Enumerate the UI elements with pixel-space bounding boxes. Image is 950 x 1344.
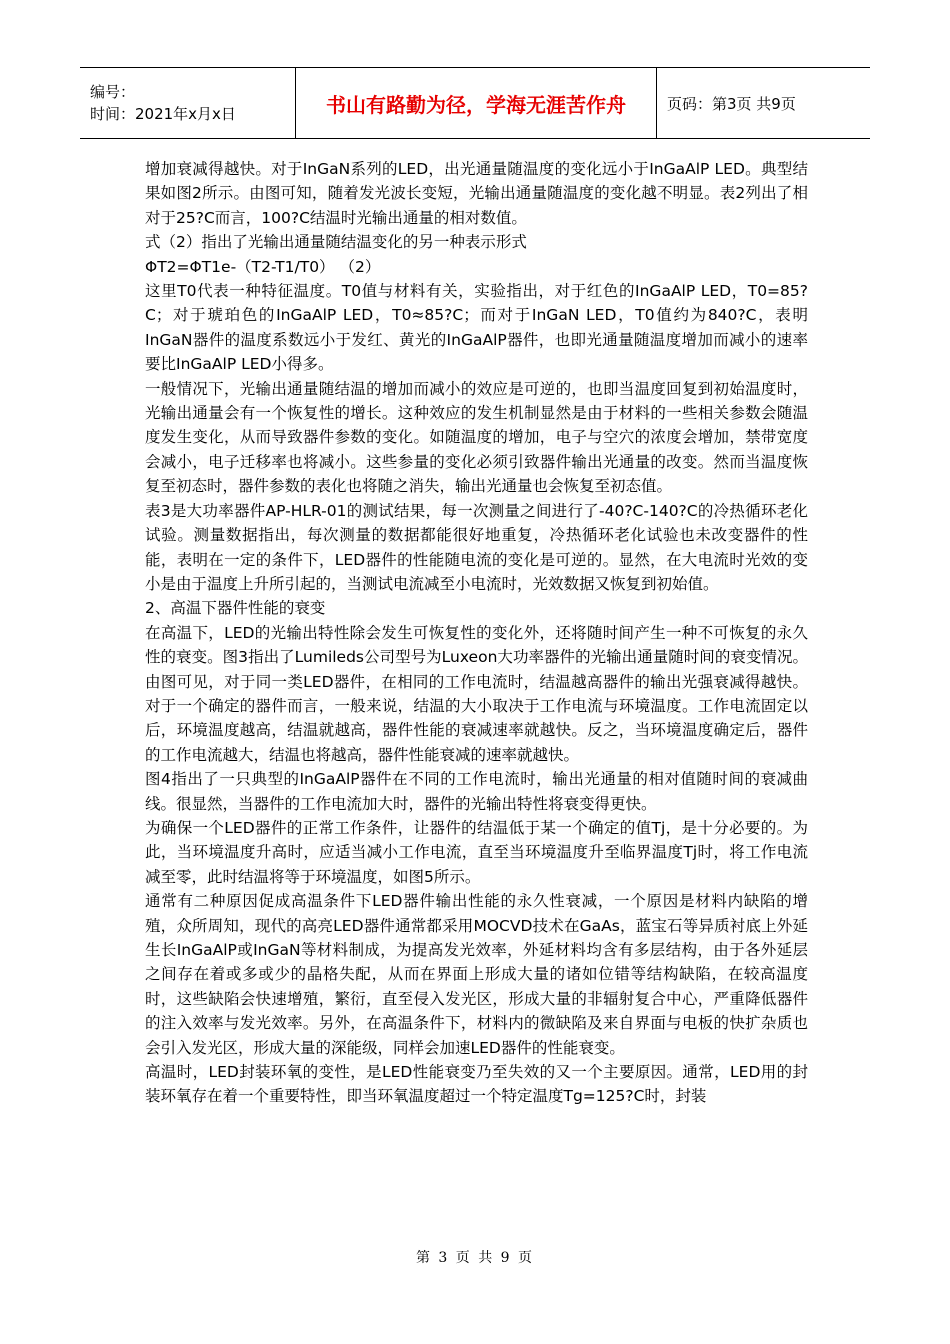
formula: ΦT2=ΦT1e-（T2-T1/T0） （2） — [145, 257, 381, 276]
paragraph: 增加衰减得越快。对于InGaN系列的LED，出光通量随温度的变化远小于InGaAlP LED。典型结果如图2所示。由图可知，随着发光波长变短，光输出通量随温度的变化越不明显。表2列出了相对于25?C而言，100?C结温时光输出通量的相对数值。 — [145, 160, 808, 227]
paragraph: 表3是大功率器件AP-HLR-01的测试结果，每一次测量之间进行了-40?C-140?C的冷热循环老化试验。测量数据指出，每次测量的数据都能很好地重复，冷热循环老化试验也未改变器件的性能，表明在一定的条件下，LED器件的性能随电流的变化是可逆的。显然，在大电流时光效的变小是由于温度上升所引起的，当测试电流减至小电流时，光效数据又恢复到初始值。 — [145, 501, 808, 593]
paragraph: 这里T0代表一种特征温度。T0值与材料有关，实验指出，对于红色的InGaAlP LED，T0=85?C；对于琥珀色的InGaAlP LED，T0≈85?C；而对于InGaN LED，T0值约为840?C，表明InGaN器件的温度系数远小于发红、黄光的InGaAlP器件，也即光通量随温度增加而减小的速率要比InGaAlP LED小得多。 — [145, 282, 808, 374]
header-motto — [296, 68, 657, 138]
page-footer: 第 3 页 共 9 页 — [415, 1250, 535, 1266]
paragraph: 通常有二种原因促成高温条件下LED器件输出性能的永久性衰减，一个原因是材料内缺陷的增殖，众所周知，现代的高亮LED器件通常都采用MOCVD技术在GaAs，蓝宝石等异质衬底上外延生长InGaAlP或InGaN等材料制成，为提高发光效率，外延材料均含有多层结构，由于各外延层之间存在着或多或少的晶格失配，从而在界面上形成大量的诸如位错等结构缺陷，在较高温度时，这些缺陷会快速增殖，繁衍，直至侵入发光区，形成大量的非辐射复合中心，严重降低器件的注入效率与发光效率。另外，在高温条件下，材料内的微缺陷及来自界面与电板的快扩杂质也会引入发光区，形成大量的深能级，同样会加速LED器件的性能衰变。 — [145, 892, 808, 1057]
document-body — [145, 157, 808, 1109]
paragraph: 图4指出了一只典型的InGaAlP器件在不同的工作电流时，输出光通量的相对值随时间的衰减曲线。很显然，当器件的工作电流加大时，器件的光输出特性将衰变得更快。 — [145, 770, 808, 813]
section-heading: 2、高温下器件性能的衰变 — [145, 599, 326, 618]
page-header — [80, 67, 870, 139]
paragraph: 一般情况下，光输出通量随结温的增加而减小的效应是可逆的，也即当温度回复到初始温度时，光输出通量会有一个恢复性的增长。这种效应的发生机制显然是由于材料的一些相关参数会随温度发生变化，从而导致器件参数的变化。如随温度的增加，电子与空穴的浓度会增加，禁带宽度会减小，电子迁移率也将减小。这些参量的变化必须引致器件输出光通量的改变。然而当温度恢复至初态时，器件参数的表化也将随之消失，输出光通量也会恢复至初态值。 — [145, 379, 808, 496]
motto-text: 书山有路勤为径，学海无涯苦作舟 — [326, 92, 626, 117]
header-page — [657, 68, 870, 138]
paragraph: 式（2）指出了光输出通量随结温变化的另一种表示形式 — [145, 233, 527, 252]
time-label: 时间：2021年x月x日 — [90, 105, 236, 123]
paragraph: 在高温下，LED的光输出特性除会发生可恢复性的变化外，还将随时间产生一种不可恢复的永久性的衰变。图3指出了Lumileds公司型号为Luxeon大功率器件的光输出通量随时间的衰变情况。由图可见，对于同一类LED器件，在相同的工作电流时，结温越高器件的输出光强衰减得越快。对于一个确定的器件而言，一般来说，结温的大小取决于工作电流与环境温度。工作电流固定以后，环境温度越高，结温就越高，器件性能的衰减速率就越快。反之，当环境温度确定后，器件的工作电流越大，结温也将越高，器件性能衰减的速率就越快。 — [145, 623, 808, 764]
number-label: 编号： — [90, 83, 136, 101]
paragraph: 高温时，LED封装环氧的变性，是LED性能衰变乃至失效的又一个主要原因。通常，LED用的封装环氧存在着一个重要特性，即当环氧温度超过一个特定温度Tg=125?C时，封装 — [145, 1063, 808, 1106]
page-label: 页码：第3页 共9页 — [667, 94, 796, 113]
paragraph: 为确保一个LED器件的正常工作条件，让器件的结温低于某一个确定的值Tj，是十分必要的。为此，当环境温度升高时，应适当减小工作电流，直至当环境温度升至临界温度Tj时，将工作电流减至零，此时结温将等于环境温度，如图5所示。 — [145, 818, 808, 886]
header-meta — [80, 68, 296, 138]
